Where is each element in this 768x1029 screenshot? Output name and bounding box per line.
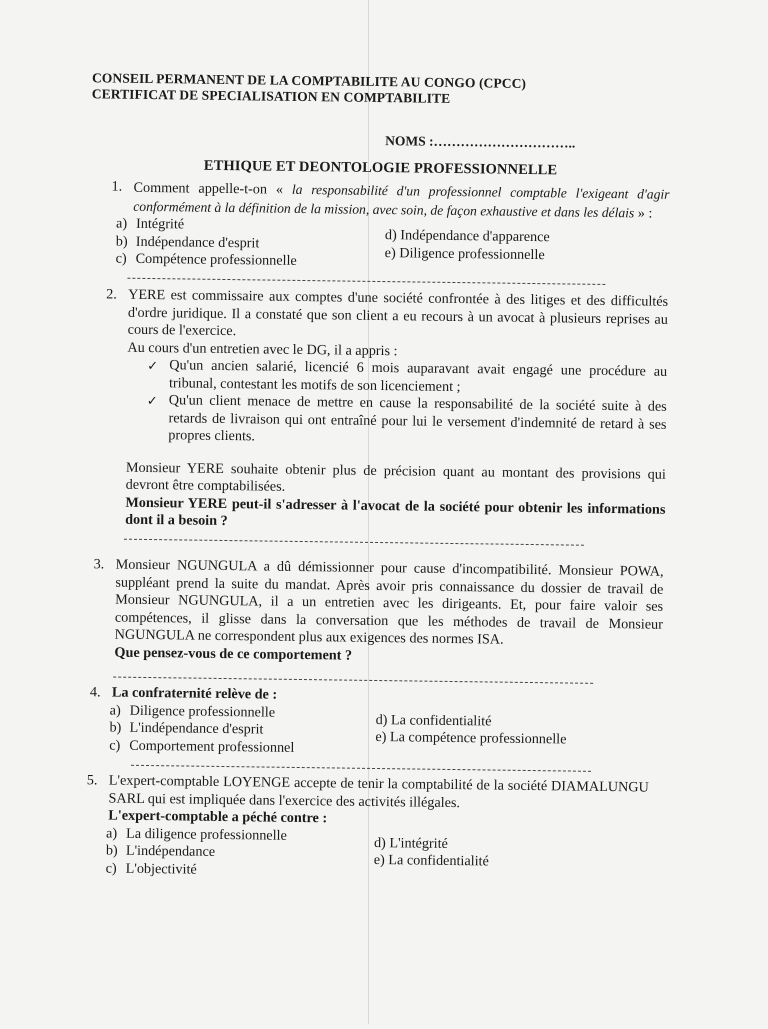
header-certificate: CERTIFICAT DE SPECIALISATION EN COMPTABILITE	[91, 86, 451, 106]
question-text: YERE est commissaire aux comptes d'une société confrontée à des litiges et des difficultés d'ordre juridique. Il a constaté que son client a eu recours à un avocat à plusieurs reprises au cours de l'exercice.	[127, 286, 669, 340]
question-2	[106, 286, 669, 537]
fact-list	[126, 357, 667, 452]
answer-option	[374, 852, 489, 871]
option-text: e) La compétence professionnelle	[375, 728, 567, 748]
option-letter: c)	[109, 737, 121, 754]
separator	[124, 539, 584, 546]
question-prompt: Que pensez-vous de ce comportement ?	[114, 644, 353, 664]
answer-option	[106, 860, 287, 880]
separator	[127, 278, 605, 285]
option-letter: b)	[115, 233, 128, 250]
option-text: L'objectivité	[125, 860, 197, 878]
option-text: d) Indépendance d'apparence	[384, 227, 550, 246]
option-letter: b)	[105, 842, 118, 859]
page-title: ETHIQUE ET DEONTOLOGIE PROFESSIONNELLE	[203, 157, 558, 179]
options	[111, 702, 652, 763]
list-item: ✓ Qu'un client menace de mettre en cause la responsabilité de la société suite à des retards de livraison qui ont entraîné pour lui le versement d'indemnité de retard à ses propres clients.	[146, 392, 667, 445]
list-item: ✓ Qu'un ancien salarié, licencié 6 mois auparavant avait engagé une procédure au tribunal, contestant les motifs de son licenciement ;	[147, 357, 668, 395]
option-text: L'indépendance	[125, 842, 216, 860]
answer-option	[385, 245, 550, 265]
question-number: 1.	[111, 178, 123, 195]
question-1	[111, 178, 670, 277]
question-number: 2.	[106, 286, 117, 303]
option-letter: a)	[115, 215, 128, 232]
option-text: Indépendance d'esprit	[135, 233, 260, 251]
question-text: Au cours d'un entretien avec le DG, il a appris :	[127, 339, 398, 359]
separator	[113, 677, 593, 684]
question-text: Monsieur YERE souhaite obtenir plus de précision quant au montant des provisions qui devront être comptabilisées.	[125, 459, 666, 495]
option-letter: a)	[106, 824, 118, 842]
options	[105, 824, 649, 886]
option-text: La diligence professionnelle	[126, 825, 287, 844]
answer-option	[109, 737, 294, 757]
answer-option	[375, 729, 566, 749]
question-text: L'expert-comptable LOYENGE accepte de tenir la comptabilité de la société DIAMALUNGU SARL qui est impliquée dans l'exercice des activités illégales.	[108, 772, 649, 811]
question-4	[89, 684, 652, 764]
separator	[131, 765, 591, 772]
question-3	[93, 556, 664, 669]
option-letter: c)	[105, 859, 117, 877]
question-number: 5.	[86, 772, 98, 789]
answer-option	[385, 227, 550, 247]
option-letter: a)	[109, 702, 121, 719]
check-icon: ✓	[147, 357, 159, 374]
question-prompt: L'expert-comptable a péché contre :	[108, 807, 328, 827]
option-text: e) La confidentialité	[373, 851, 489, 870]
header-council: CONSEIL PERMANENT DE LA COMPTABILITE AU CONGO (CPCC)	[91, 70, 527, 91]
question-number: 3.	[93, 556, 105, 573]
option-letter: b)	[109, 719, 122, 736]
question-5	[86, 772, 649, 887]
option-letter: c)	[115, 250, 127, 267]
option-text: d) La confidentialité	[375, 711, 492, 730]
options	[115, 215, 669, 277]
question-prompt: Monsieur YERE peut-il s'adresser à l'avocat de la société pour obtenir les informations dont il a besoin ?	[125, 494, 666, 530]
option-text: Comportement professionnel	[129, 737, 295, 756]
option-text: Diligence professionnelle	[129, 702, 276, 721]
option-text: L'indépendance d'esprit	[129, 719, 264, 738]
question-number: 4.	[89, 684, 101, 701]
question-text: Comment appelle-t-on « la responsabilité d'un professionnel comptable l'exigeant d'agir conformément à la définition de la mission, avec soin, de façon exhaustive et dans les délais » :	[133, 179, 670, 222]
header	[92, 70, 652, 109]
question-text: Monsieur NGUNGULA a dû démissionner pour cause d'incompatibilité. Monsieur POWA, suppléant prend la suite du mandat. Après avoir pris connaissance du dossier de travail de Monsieur NGUNGULA, il a un entretien avec les dirigeants. Et, pour faire valoir ses compétences, il glisse dans la conversation que les méthodes de travail de Monsieur NGUNGULA ne correspondent plus aux exigences des normes ISA.	[114, 556, 664, 648]
answer-option	[116, 251, 297, 271]
option-text: Compétence professionnelle	[135, 250, 297, 269]
answer-option	[374, 834, 489, 853]
option-text: e) Diligence professionnelle	[384, 244, 545, 263]
option-text: d) L'intégrité	[373, 834, 448, 852]
question-prompt: La confraternité relève de :	[111, 684, 278, 703]
option-text: Intégrité	[135, 215, 185, 233]
names-field: NOMS :…………………………..	[385, 133, 576, 151]
check-icon: ✓	[146, 392, 158, 409]
